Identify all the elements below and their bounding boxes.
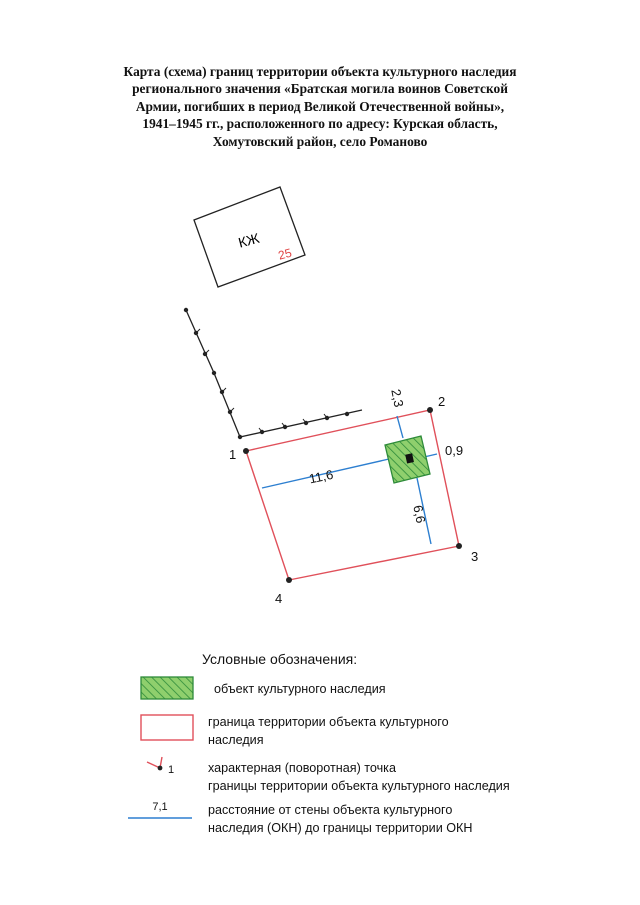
distance-label-north: 2,3 [388,387,407,409]
legend-turning-point-number: 1 [168,764,175,776]
turning-point-4 [286,577,292,583]
point-label-2: 2 [438,394,446,409]
legend-boundary-line-2: наследия [208,732,264,747]
title-line-5: Хомутовский район, село Романово [212,133,428,149]
point-label-3: 3 [471,549,479,564]
legend-heritage-swatch [141,677,193,699]
title-line-4: 1941–1945 гг., расположенного по адресу: Курская область, [142,116,498,132]
legend-boundary-line-1: граница территории объекта культурного [208,715,449,729]
legend-distance-text [208,802,472,837]
point-label-1: 1 [229,447,237,462]
legend-boundary-text [208,714,449,749]
legend-turning-point-text [208,760,510,795]
heritage-object [385,436,430,483]
territory-boundary [246,410,459,580]
legend-heritage-text [214,681,386,699]
legend-title: Условные обозначения: [202,651,358,667]
building-kzh [194,187,305,287]
turning-point-2 [427,407,433,413]
building-number: 25 [276,245,294,263]
legend-symbols [128,677,193,818]
title-line-2: регионального значения «Братская могила воинов Советской [132,81,508,97]
distance-label-west: 11,6 [307,466,335,487]
legend-distance-line-2: наследия (ОКН) до границы территории ОКН [208,820,473,835]
turning-point-1 [243,448,249,454]
legend-distance-sample: 7,1 [152,801,168,813]
legend-turning-point-line-1: характерная (поворотная) точка [208,761,396,775]
legend-boundary-swatch [141,715,193,740]
distance-label-south: 6,6 [410,503,429,525]
legend-turning-point-line-2: границы территории объекта культурного наследия [208,778,510,793]
legend-heritage-label: объект культурного наследия [214,682,386,696]
distance-label-east: 0,9 [445,443,464,458]
legend-turning-point-symbol [147,757,162,770]
title-line-1: Карта (схема) границ территории объекта культурного наследия [123,64,517,79]
title-line-3: Армии, погибших в период Великой Отечественной войны», [135,98,505,114]
turning-point-3 [456,543,462,549]
legend-distance-line-1: расстояние от стены объекта культурного [208,803,453,817]
building-label: КЖ [236,229,261,251]
point-label-4: 4 [275,591,283,606]
turning-points [243,407,462,583]
fence-line [184,308,362,439]
distance-lines [262,416,437,544]
